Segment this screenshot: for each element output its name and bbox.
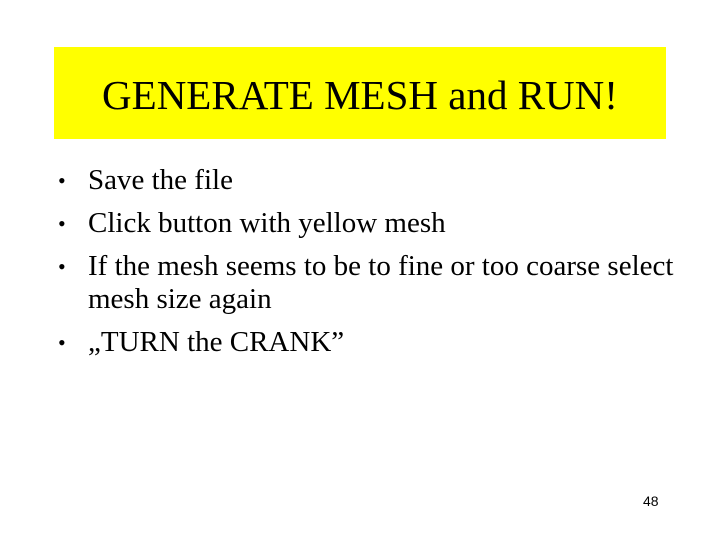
bullet-item-mesh-size bbox=[58, 250, 678, 316]
bullet-text: „TURN the CRANK” bbox=[88, 326, 345, 358]
bullet-point-icon: • bbox=[58, 211, 66, 236]
bullet-point-icon: • bbox=[58, 254, 66, 279]
bullet-point-icon: • bbox=[58, 330, 66, 355]
slide-title: GENERATE MESH and RUN! bbox=[102, 71, 618, 118]
bullet-text: Save the file bbox=[88, 164, 233, 196]
slide-page-number: 48 bbox=[643, 493, 659, 509]
bullet-item-save-file bbox=[58, 164, 678, 197]
bullet-text: If the mesh seems to be to fine or too coarse select mesh size again bbox=[88, 250, 674, 315]
bullet-item-turn-crank bbox=[58, 326, 678, 359]
bullet-item-click-button bbox=[58, 207, 678, 240]
bullet-point-icon: • bbox=[58, 168, 66, 193]
bullet-text: Click button with yellow mesh bbox=[88, 207, 446, 239]
bullet-list bbox=[58, 164, 678, 369]
slide-title-banner bbox=[54, 47, 666, 139]
